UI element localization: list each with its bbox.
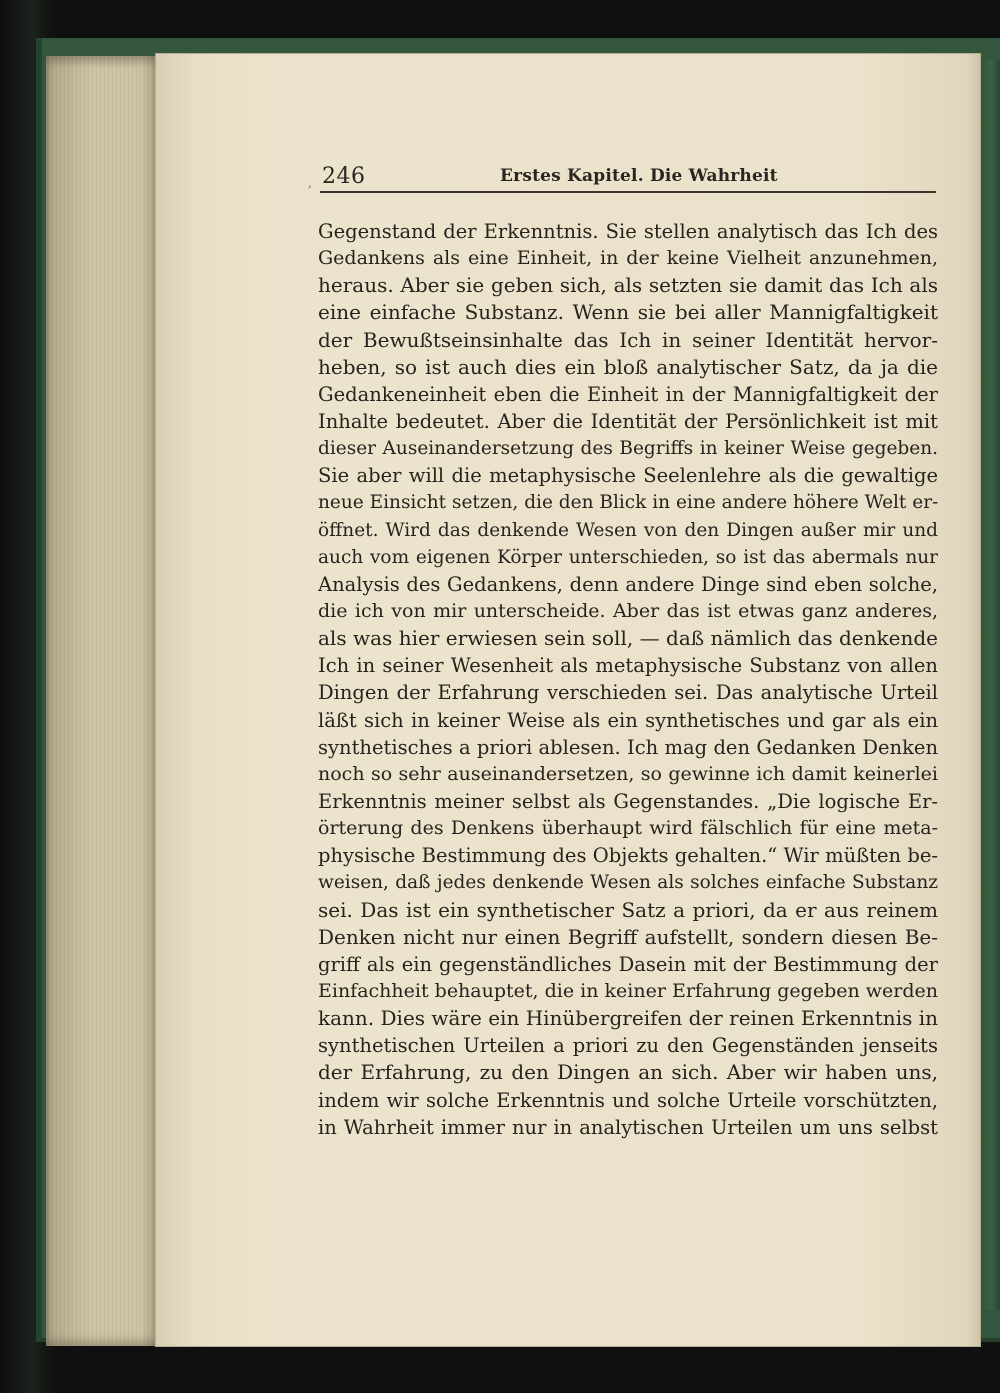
text-line: dieser Auseinandersetzung des Begriffs in keiner Weise gegeben.	[318, 438, 938, 460]
text-line: Einfachheit behauptet, die in keiner Erfahrung gegeben werden	[318, 979, 938, 1002]
text-line: als was hier erwiesen sein soll, — daß nämlich das denkende	[318, 626, 938, 651]
body-text	[318, 218, 938, 1141]
text-line: physische Bestimmung des Objekts gehalten.“ Wir müßten be-	[318, 844, 938, 868]
margin-mark: ,	[308, 176, 312, 190]
page-number: 246	[322, 164, 366, 189]
text-line: neue Einsicht setzen, die den Blick in eine andere höhere Welt er-	[318, 492, 938, 514]
text-line: Gegenstand der Erkenntnis. Sie stellen analytisch das Ich des	[318, 220, 938, 243]
text-line: Denken nicht nur einen Begriff aufstellt, sondern diesen Be-	[318, 924, 938, 949]
text-line: Inhalte bedeutet. Aber die Identität der Persönlichkeit ist mit	[318, 409, 938, 433]
text-line: eine einfache Substanz. Wenn sie bei aller Mannigfaltigkeit	[318, 300, 938, 325]
text-line: indem wir solche Erkenntnis und solche Urteile vorschützten,	[318, 1088, 938, 1112]
text-line: Erkenntnis meiner selbst als Gegenstandes. „Die logische Er-	[318, 789, 938, 813]
text-line: Sie aber will die metaphysische Seelenlehre als die gewaltige	[318, 464, 938, 488]
text-line: Analysis des Gedankens, denn andere Dinge sind eben solche,	[318, 572, 938, 596]
text-line: in Wahrheit immer nur in analytischen Urteilen um uns selbst	[318, 1115, 938, 1139]
text-line: griff als ein gegenständliches Dasein mit der Bestimmung der	[318, 952, 938, 976]
text-line: Gedankens als eine Einheit, in der keine Vielheit anzunehmen,	[318, 247, 938, 270]
running-title: Erstes Kapitel. Die Wahrheit	[500, 166, 778, 186]
text-line: heraus. Aber sie geben sich, als setzten sie damit das Ich als	[318, 273, 938, 298]
text-line: auch vom eigenen Körper unterschieden, so ist das abermals nur	[318, 546, 938, 568]
text-line: örterung des Denkens überhaupt wird fälschlich für eine meta-	[318, 817, 938, 840]
text-line: die ich von mir unterscheide. Aber das ist etwas ganz anderes,	[318, 599, 938, 622]
header-rule	[320, 191, 936, 193]
text-line: Gedankeneinheit eben die Einheit in der Mannigfaltigkeit der	[318, 382, 938, 406]
text-line: noch so sehr auseinandersetzen, so gewinne ich damit keinerlei	[318, 762, 938, 785]
text-line: synthetischen Urteilen a priori zu den Gegenständen jenseits	[318, 1034, 938, 1058]
cover-edge	[978, 60, 1000, 1310]
text-line: öffnet. Wird das denkende Wesen von den Dingen außer mir und	[318, 519, 938, 541]
page-header	[322, 162, 934, 190]
text-line: sei. Das ist ein synthetischer Satz a priori, da er aus reinem	[318, 897, 938, 922]
text-line: läßt sich in keiner Weise als ein synthetisches und gar als ein	[318, 708, 938, 732]
text-line: heben, so ist auch dies ein bloß analytischer Satz, da ja die	[318, 354, 938, 379]
text-line: der Bewußtseinsinhalte das Ich in seiner Identität hervor-	[318, 327, 938, 352]
text-line: synthetisches a priori ablesen. Ich mag den Gedanken Denken	[318, 735, 938, 759]
text-line: der Erfahrung, zu den Dingen an sich. Aber wir haben uns,	[318, 1060, 938, 1085]
text-line: Dingen der Erfahrung verschieden sei. Das analytische Urteil	[318, 681, 938, 705]
text-line: kann. Dies wäre ein Hinübergreifen der reinen Erkenntnis in	[318, 1006, 938, 1031]
text-line: weisen, daß jedes denkende Wesen als solches einfache Substanz	[318, 872, 938, 894]
text-line: Ich in seiner Wesenheit als metaphysische Substanz von allen	[318, 654, 938, 678]
